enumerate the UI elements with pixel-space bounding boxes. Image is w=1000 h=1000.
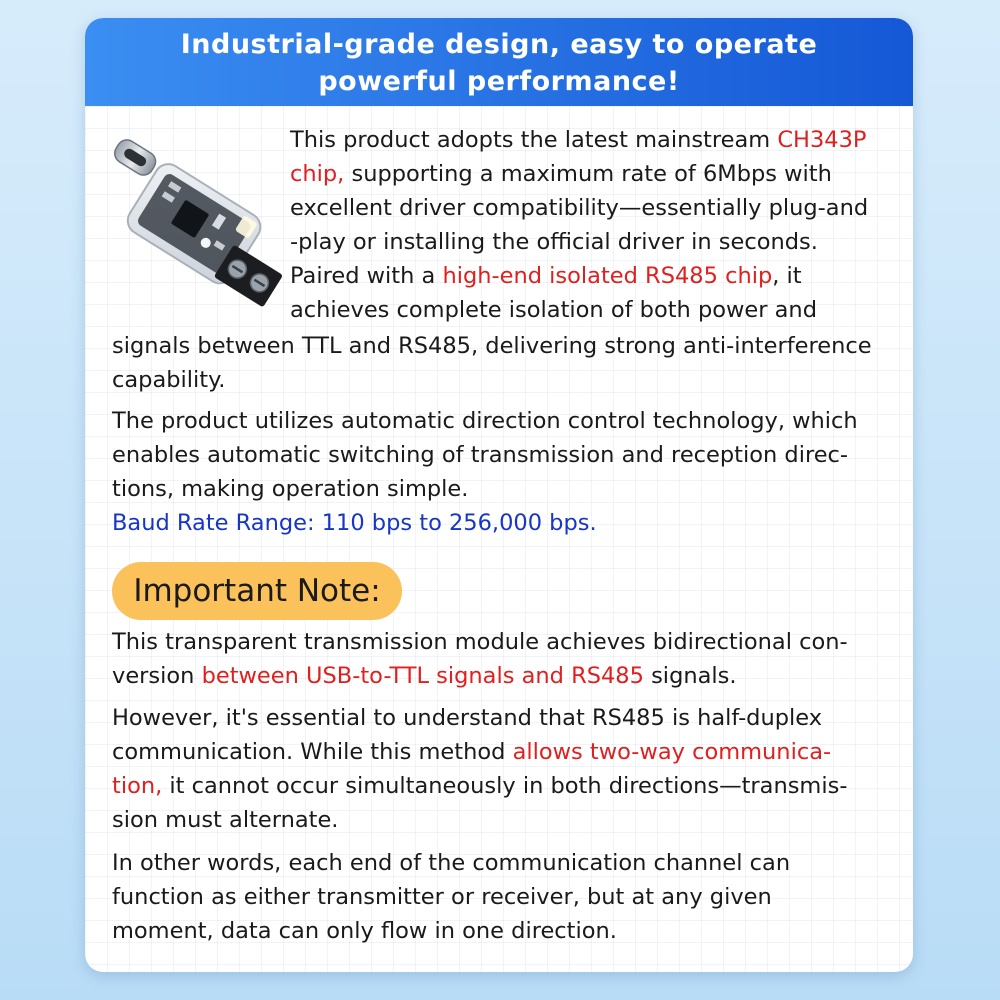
highlight-two-way: allows two-way communica- [512,739,832,765]
para2-line1: The product utilizes automatic direction control technology, which [112,408,858,434]
banner-title-line2: powerful performance! [318,66,680,97]
highlight-chip-model: CH343P [777,127,867,153]
para4-line2: communication. While this method allows two-way communica- [112,739,832,765]
highlight-tion: tion, [112,773,163,799]
para1-line4: -play or installing the official driver in seconds. [290,229,818,255]
highlight-chip-word: chip, [290,161,345,187]
usb-rs485-module-icon [96,128,286,313]
para5-line1: In other words, each end of the communication channel can [112,850,791,876]
para4-line1: However, it's essential to understand that RS485 is half-duplex [112,705,823,731]
para2-line2: enables automatic switching of transmission and reception direc- [112,442,849,468]
important-note-badge: Important Note: [112,562,402,620]
highlight-signals: between USB-to-TTL signals and RS485 [201,663,644,689]
para1-line7: signals between TTL and RS485, delivering strong anti-interference [112,333,872,359]
para5-line3: moment, data can only flow in one direction. [112,918,617,944]
para1-line2: chip, supporting a maximum rate of 6Mbps with [290,161,832,187]
para3-line1: This transparent transmission module achieves bidirectional con- [112,629,848,655]
banner-title-line1: Industrial-grade design, easy to operate [180,29,818,60]
para1-line8: capability. [112,367,226,393]
para2-line3: tions, making operation simple. [112,476,469,502]
para1-line1: This product adopts the latest mainstream CH343P [290,127,867,153]
header-banner [85,18,913,106]
para3-line2: version between USB-to-TTL signals and RS485 signals. [112,663,737,689]
para5-line2: function as either transmitter or receiver, but at any given [112,884,772,910]
para4-line4: sion must alternate. [112,807,339,833]
para1-line5: Paired with a high-end isolated RS485 chip, it [290,263,802,289]
para1-line6: achieves complete isolation of both power and [290,297,817,323]
para4-line3: tion, it cannot occur simultaneously in both directions—transmis- [112,773,848,799]
highlight-isolated-chip: high-end isolated RS485 chip [442,263,773,289]
baud-rate-range: Baud Rate Range: 110 bps to 256,000 bps. [112,510,597,536]
para1-line3: excellent driver compatibility—essentially plug-and [290,195,869,221]
